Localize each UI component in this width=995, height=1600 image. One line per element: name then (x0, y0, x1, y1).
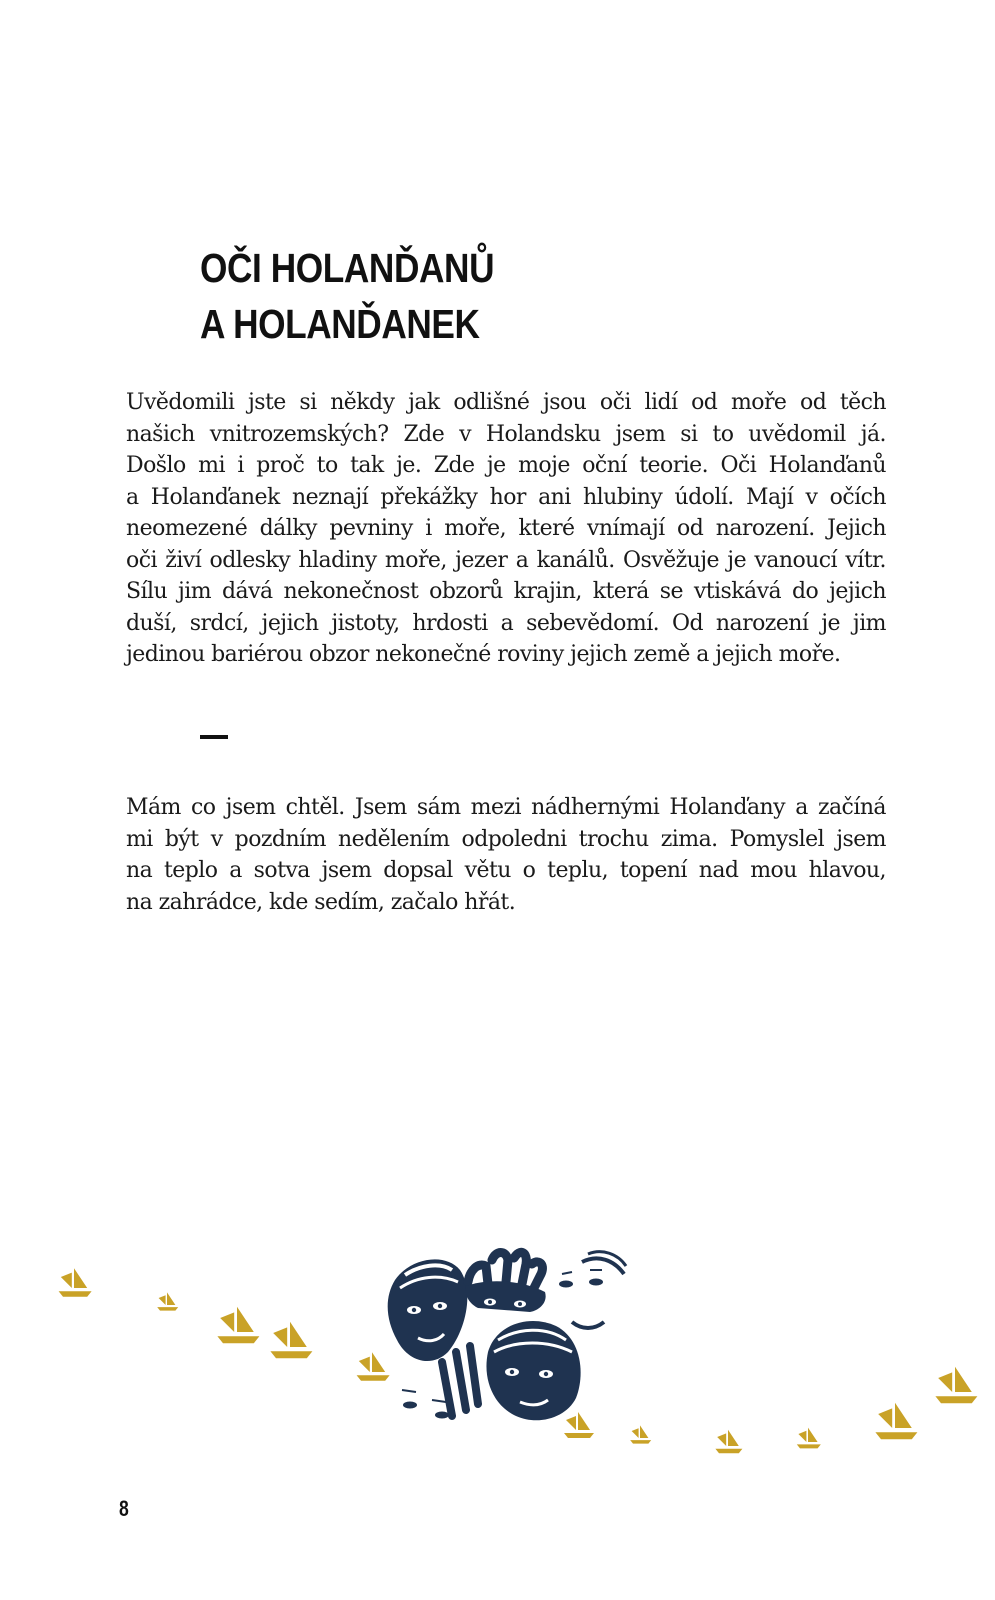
paragraph-line: Došlo mi i proč to tak je. Zde je moje oční teorie. Oči Holanďanů (126, 453, 886, 478)
faces-and-boats-illustration (0, 1240, 995, 1480)
paragraph-line: na teplo a sotva jsem dopsal větu o teplu, topení nad mou hlavou, (126, 858, 886, 883)
paragraph-line: oči živí odlesky hladiny moře, jezer a kanálů. Osvěžuje je vanoucí vítr. (126, 547, 886, 573)
sailboat-icon (217, 1307, 259, 1343)
paragraph-line: na zahrádce, kde sedím, začalo hřát. (126, 889, 516, 915)
paragraph-line: Uvědomili jste si někdy jak odlišné jsou oči lidí od moře od těch (126, 390, 886, 415)
paragraph-line: Sílu jim dává nekonečnost obzorů krajin, která se vtiskává do jejich (126, 579, 886, 604)
sailboat-icon (797, 1428, 821, 1449)
paragraph-line: našich vnitrozemských? Zde v Holandsku jsem si to uvědomil já. (126, 421, 886, 447)
sailboat-icon (270, 1322, 312, 1358)
paragraph-line: duší, srdcí, jejich jistoty, hrdosti a sebevědomí. Od narození je jim (126, 610, 886, 636)
face-icon (388, 1259, 468, 1361)
sailboat-icon (630, 1425, 651, 1443)
paragraph-line: neomezené dálky pevniny i moře, které vnímají od narození. Jejich (126, 516, 886, 541)
chapter-title (200, 240, 716, 352)
sailboat-icon (59, 1268, 92, 1297)
face-icon (559, 1252, 626, 1328)
paragraph-1 (126, 387, 886, 671)
paragraph-line: jedinou bariérou obzor nekonečné roviny jejich země a jejich moře. (126, 642, 841, 667)
sailboat-icon (875, 1403, 917, 1439)
paragraph-line: Mám co jsem chtěl. Jsem sám mezi nádhernými Holanďany a začíná (126, 795, 886, 820)
paragraph-line: a Holanďanek neznají překážky hor ani hlubiny údolí. Mají v očích (126, 484, 886, 510)
chapter-title-line-2: A HOLANĎANEK (200, 301, 480, 347)
face-icon (486, 1321, 580, 1420)
page-number: 8 (119, 1496, 129, 1521)
sailboat-icon (935, 1367, 977, 1403)
chapter-title-line-1: OČI HOLANĎANŮ (200, 245, 495, 291)
paragraph-line: mi být v pozdním nedělením odpoledni trochu zima. Pomyslel jsem (126, 826, 886, 852)
sailboat-icon (357, 1352, 390, 1381)
face-icon (466, 1252, 546, 1312)
paragraph-2 (126, 792, 886, 918)
sailboat-icon (564, 1412, 594, 1438)
sailboat-icon (715, 1430, 742, 1453)
section-separator-dash (200, 735, 228, 739)
sailboat-icon (157, 1292, 178, 1310)
